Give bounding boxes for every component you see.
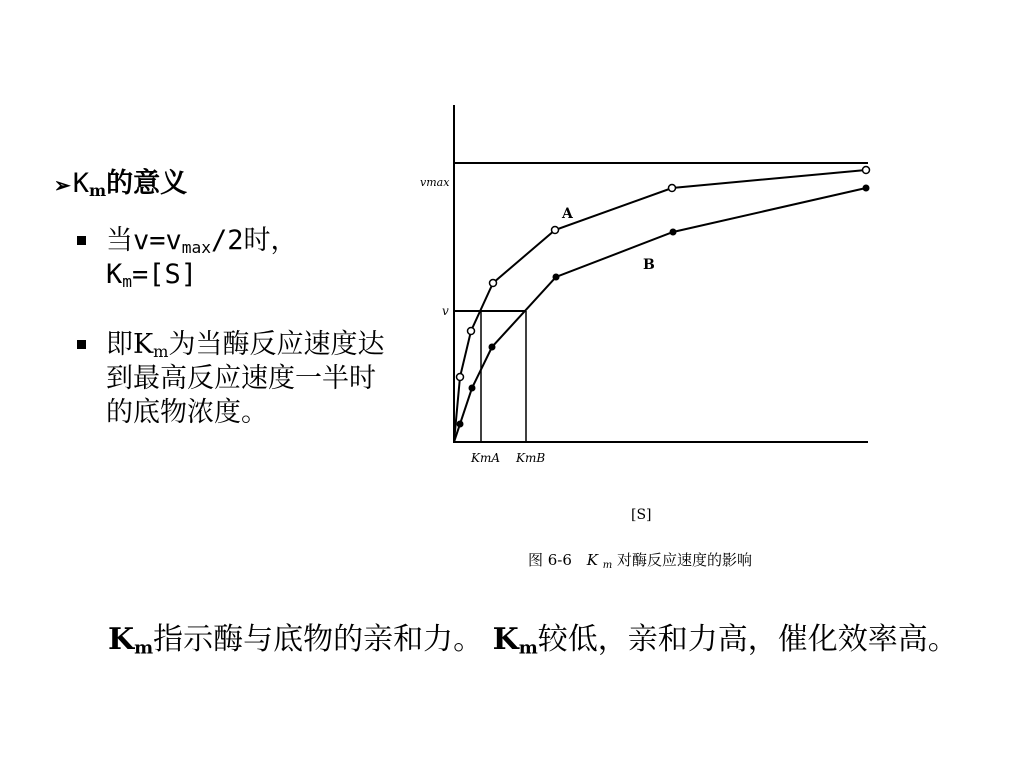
curve-a-point <box>863 167 870 174</box>
curve-b-point <box>553 274 560 281</box>
vmax-label: vmax <box>420 176 450 189</box>
curve-a-point <box>669 185 676 192</box>
curve-a-point <box>552 227 559 234</box>
curve-a-points <box>457 167 870 381</box>
curve-a-point <box>468 328 475 335</box>
curve-b-point <box>469 385 476 392</box>
curve-a <box>454 170 866 442</box>
bullet1-subscript: max <box>181 238 212 258</box>
heading-text: 的意义 <box>106 168 188 199</box>
heading-k-subscript: m <box>89 181 107 201</box>
heading-k: K <box>72 168 90 199</box>
caption-prefix: 图 6-6 <box>528 551 572 569</box>
v-label: v <box>442 304 449 318</box>
curve-a-label: A <box>562 206 573 222</box>
curve-b-point <box>489 344 496 351</box>
caption-text: 对酶反应速度的影响 <box>616 551 752 569</box>
bullet1-text-b: /2时， <box>211 225 298 256</box>
figure-caption <box>528 551 752 572</box>
bullet2-subscript: m <box>153 342 169 362</box>
section-heading <box>54 164 187 205</box>
curve-a-point <box>490 280 497 287</box>
caption-k: K <box>586 551 598 569</box>
bullet1-text-c: =[S] <box>132 259 198 290</box>
curve-b <box>454 188 866 442</box>
bottom-k2: K <box>492 622 519 657</box>
curve-b-point <box>670 229 677 236</box>
kma-label: KmA <box>471 451 501 465</box>
km-diagram <box>400 95 880 585</box>
curve-b-point <box>457 421 464 428</box>
square-bullet-icon <box>77 340 86 349</box>
bullet2-text-b: 为当酶反应速度达到最高反应速度一半时的底物浓度。 <box>106 329 385 428</box>
curve-a-point <box>457 374 464 381</box>
bullet2-text-a: 即K <box>106 329 154 360</box>
curve-b-label: B <box>643 257 655 273</box>
square-bullet-icon <box>77 236 86 245</box>
bottom-k1-subscript: m <box>134 637 154 659</box>
bullet1-k-subscript: m <box>122 272 133 292</box>
bottom-k1: K <box>108 622 135 657</box>
km-figure <box>400 95 880 585</box>
conclusion-text <box>62 620 962 660</box>
bottom-k2-subscript: m <box>518 637 538 659</box>
kmb-label: KmB <box>516 451 546 465</box>
bullet-item-2 <box>75 328 395 430</box>
x-axis-label: [S] <box>631 507 652 523</box>
bottom-text1: 指示酶与底物的亲和力。 <box>153 622 484 657</box>
bullet1-k: K <box>106 259 123 290</box>
bottom-text2: 较低，亲和力高，催化效率高。 <box>537 622 958 657</box>
arrow-bullet-icon: ➢ <box>54 173 71 197</box>
bullet1-text-a: 当v=v <box>106 225 182 256</box>
caption-k-subscript: m <box>602 560 613 571</box>
bullet-item-1 <box>75 224 395 292</box>
curve-b-point <box>863 185 870 192</box>
curve-b-points <box>457 185 870 428</box>
